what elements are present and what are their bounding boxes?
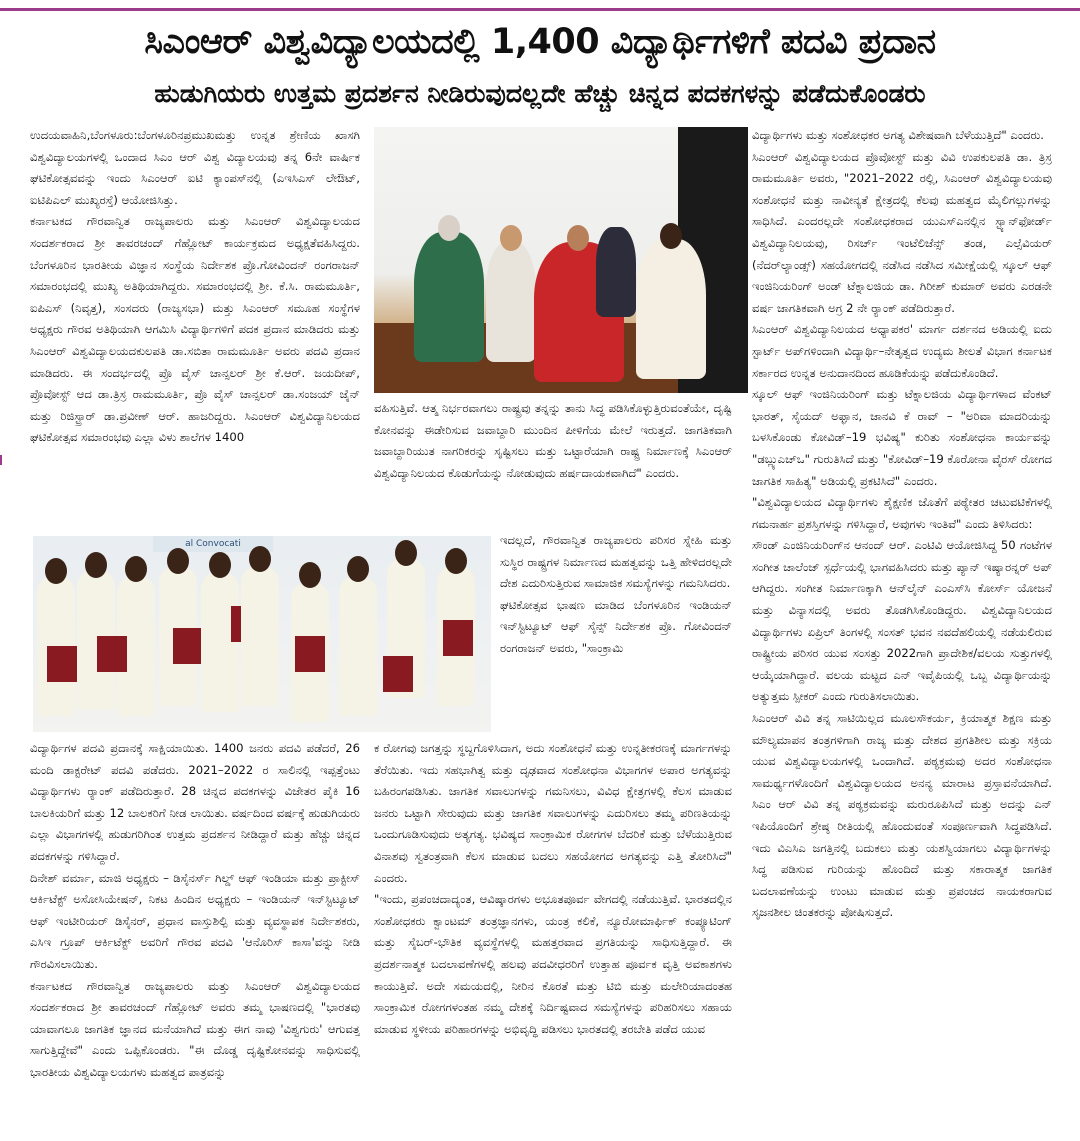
paragraph: ವಿದ್ಯಾರ್ಥಿಗಳ ಪದವಿ ಪ್ರದಾನಕ್ಕೆ ಸಾಕ್ಷಿಯಾಯಿತು. 1400 ಜನರು ಪದವಿ ಪಡೆದರೆ, 26 ಮಂದಿ ಡಾಕ್ಟರೇಟ್ ಪದವಿ ಪಡೆದರು. 2021–2022 ರ ಸಾಲಿನಲ್ಲಿ ಇಪ್ಪತ್ತೆಂಟು ವಿದ್ಯಾರ್ಥಿಗಳು ರ‍್ಯಾಂಕ್ ಪಡೆದಿರುತ್ತಾರೆ. 28 ಚಿನ್ನದ ಪದಕಗಳನ್ನು ವಿಜೇತರ ಪೈಕಿ 16 ಬಾಲಕಿಯರಿಗೆ ಮತ್ತು 12 ಬಾಲಕರಿಗೆ ನೀಡ ಲಾಯಿತು. ವರ್ಷದಿಂದ ವರ್ಷಕ್ಕೆ ಹುಡುಗಿಯರು ಎಲ್ಲಾ ವಿಭಾಗಗಳಲ್ಲಿ ಹುಡುಗರಿಗಿಂತ ಉತ್ತಮ ಪ್ರದರ್ಶನ ನೀಡಿದ್ದಾರೆ ಮತ್ತು ಹೆಚ್ಚು ಚಿನ್ನದ ಪದಕಗಳನ್ನು ಗಳಿಸಿದ್ದಾರೆ. — [30, 741, 360, 863]
dignitary-head — [438, 215, 460, 241]
governor-head — [567, 225, 589, 251]
graduate-head — [445, 548, 467, 574]
headline: ಸಿಎಂಆರ್ ವಿಶ್ವವಿದ್ಯಾಲಯದಲ್ಲಿ 1,400 ವಿದ್ಯಾರ್ಥಿಗಳಿಗೆ ಪದವಿ ಪ್ರದಾನ — [144, 22, 936, 62]
certificate-folder — [295, 636, 325, 672]
paragraph: ಸಿಎಂಆರ್ ವಿಶ್ವವಿದ್ಯಾಲಯದ ಪ್ರೊವೋಸ್ಟ್ ಮತ್ತು ವಿವಿ ಉಪಕುಲಪತಿ ಡಾ. ತ್ರಿಸ್ರ ರಾಮಮೂರ್ತಿ ಅವರು, "2021–2022 ರಲ್ಲಿ, ಸಿಎಂಆರ್ ವಿಶ್ವವಿದ್ಯಾಲಯವು ಸಂಶೋಧನೆ ಮತ್ತು ನಾವೀನ್ಯತೆ ಕ್ಷೇತ್ರದಲ್ಲಿ ಕೆಲವು ಮಹತ್ವದ ಮೈಲಿಗಲ್ಲುಗಳನ್ನು ಸಾಧಿಸಿದೆ. ಎಂದರಲ್ಲದೇ ಸಂಶೋಧಕರಾದ ಯುಎಸ್‌ಎನಲ್ಲಿನ ಸ್ಟ್ಯಾನ್‌ಫೋರ್ಡ್ ವಿಶ್ವವಿದ್ಯಾನಿಲಯವು, ರಿಸರ್ಚ್ ಇಂಟೆಲಿಜೆನ್ಸ್ ತಂಡ, ಎಲ್ಸೆವಿಯರ್ (ನೆದರ್‌ಲ್ಯಾಂಡ್ಸ್) ಸಹಯೋಗದಲ್ಲಿ ನಡೆಸಿದ ನಡೆಸಿದ ಸಮೀಕ್ಷೆಯಲ್ಲಿ ಸ್ಕೂಲ್ ಆಫ್ ಇಂಜಿನಿಯರಿಂಗ್ ಅಂಡ್ ಟೆಕ್ನಾಲಜಿಯ ಡಾ. ಗಿರೀಶ್ ಕುಮಾರ್ ಅವರು ಎರಡನೇ ವರ್ಷ ಜಾಗತಿಕವಾಗಿ ಅಗ್ರ 2 ನೇ ರ‍್ಯಾಂಕ್ ಪಡೆದಿರುತ್ತಾರೆ. — [752, 149, 1052, 315]
column-2-middle — [500, 530, 732, 738]
certificate-folder — [383, 656, 413, 692]
certificate-folder — [443, 620, 473, 656]
graduate-head — [125, 556, 147, 582]
graduate-head — [209, 552, 231, 578]
paragraph: ಕರ್ನಾಟಕದ ಗೌರವಾನ್ವಿತ ರಾಜ್ಯಪಾಲರು ಮತ್ತು ಸಿಎಂಆರ್ ವಿಶ್ವವಿದ್ಯಾಲಯದ ಸಂದರ್ಶಕರಾದ ಶ್ರೀ ತಾವರಚಂದ್ ಗೆಹ್ಲೋಟ್ ಅವರು ತಮ್ಮ ಭಾಷಣದಲ್ಲಿ "ಭಾರತವು ಯಾವಾಗಲೂ ಜಾಗತಿಕ ಜ್ಞಾನದ ಮನೆಯಾಗಿದೆ ಮತ್ತು ಈಗ ನಾವು 'ವಿಶ್ವಗುರು' ಆಗುವತ್ತ ಸಾಗುತ್ತಿದ್ದೇವೆ" ಎಂದು ಒಪ್ಪಿಕೊಂಡರು. "ಈ ದೊಡ್ಡ ದೃಷ್ಟಿಕೋನವನ್ನು ಸಾಧಿಸುವಲ್ಲಿ ಭಾರತೀಯ ವಿಶ್ವವಿದ್ಯಾಲಯಗಳು ಮಹತ್ವದ ಪಾತ್ರವನ್ನು — [30, 978, 360, 1079]
column-2-bottom — [374, 738, 732, 1138]
dignitary-figure — [486, 242, 536, 362]
paragraph: ವಹಿಸುತ್ತಿವೆ. ಆತ್ಮ ನಿರ್ಭರವಾಗಲು ರಾಷ್ಟ್ರವು ತನ್ನನ್ನು ತಾನು ಸಿದ್ಧ ಪಡಿಸಿಕೊಳ್ಳುತ್ತಿರುವಂತೆಯೇ, ದೃಷ್ಟಿ ಕೋನವನ್ನು ಈಡೇರಿಸುವ ಜವಾಬ್ದಾರಿ ಮುಂದಿನ ಪೀಳಿಗೆಯ ಮೇಲೆ ಇರುತ್ತದೆ. ಜಾಗತಿಕವಾಗಿ ಜವಾಬ್ದಾರಿಯುತ ನಾಗರಿಕರನ್ನು ಸೃಷ್ಟಿಸಲು ಮತ್ತು ಒಟ್ಟಾರೆಯಾಗಿ ರಾಷ್ಟ್ರ ನಿರ್ಮಾಣಕ್ಕೆ ಸಿಎಂಆರ್ ವಿಶ್ವವಿದ್ಯಾನಿಲಯದ ಕೊಡುಗೆಯನ್ನು ನೋಡುವುದು ಹರ್ಷದಾಯಕವಾಗಿದೆ" ಎಂದರು. — [374, 401, 732, 480]
graduate-head — [395, 540, 417, 566]
side-marker — [0, 455, 2, 465]
paragraph: ಸೌಂಡ್ ಎಂಜಿನಿಯರಿಂಗ್‌ನ ಆನಂದ್ ಆರ್. ಎಂಟಿವಿ ಆಯೋಜಿಸಿದ್ದ 50 ಗಂಟೆಗಳ ಸಂಗೀತ ಚಾಲೆಂಜ್ ಸ್ಪರ್ಧೆಯಲ್ಲಿ ಭಾಗವಹಿಸಿದರು ಮತ್ತು ಪ್ಯಾನ್ ಇಷ್ಯಾರನ್ನರ್ ಅಪ್ ಆಗಿದ್ದರು. ಸಂಗೀತ ನಿರ್ಮಾಣಕ್ಕಾಗಿ ಆನ್‌ಲೈನ್ ಎಂಎಸ್‌ಸಿ ಕೋರ್ಸ್ ಯೋಜನೆ ಮತ್ತು ವಿನ್ಯಾಸದಲ್ಲಿ ಅವರು ತೊಡಗಿಸಿಕೊಂಡಿದ್ದರು. ವಿಶ್ವವಿದ್ಯಾನಿಲಯದ ವಿದ್ಯಾರ್ಥಿಗಳು ಏಪ್ರಿಲ್ ತಿಂಗಳಲ್ಲಿ ಸಂಸತ್ ಭವನ ನವದೆಹಲಿಯಲ್ಲಿ ನಡೆಯಲಿರುವ ರಾಷ್ಟ್ರೀಯ ಪರಿಸರ ಯುವ ಸಂಸತ್ತು 2022ಗಾಗಿ ಪ್ರಾದೇಶಿಕ/ವಲಯ ಸುತ್ತುಗಳಲ್ಲಿ ಆಯ್ಕೆಯಾಗಿದ್ದಾರೆ. ವಲಯ ಮಟ್ಟದ ಎನ್ ಇವೈಪಿಯಲ್ಲಿ ಒಬ್ಬ ವಿದ್ಯಾರ್ಥಿಯನ್ನು ಅತ್ಯುತ್ತಮ ಸ್ಪೀಕರ್ ಎಂದು ಗುರುತಿಸಲಾಯಿತು. — [752, 538, 1052, 704]
paragraph: ಸಿಎಂಆರ್ ವಿಶ್ವವಿದ್ಯಾನಿಲಯದ ಅಧ್ಯಾಪಕರ' ಮಾರ್ಗ ದರ್ಶನದ ಅಡಿಯಲ್ಲಿ ಐದು ಸ್ಟಾರ್ಟ್ ಅಪ್‌ಗಳಿಂದಾಗಿ ವಿದ್ಯಾರ್ಥಿ–ನೇತೃತ್ವದ ಉದ್ಯಮ ಶೀಲತೆ ವಿಭಾಗ ಕರ್ನಾಟಕ ಸರ್ಕಾರದ ಉನ್ನತ ಅನುದಾನದಿಂದ ಹೂಡಿಕೆಯನ್ನು ಪಡೆದುಕೊಂಡಿದೆ. — [752, 322, 1052, 380]
paragraph: ಸ್ಕೂಲ್ ಆಫ್ ಇಂಜಿನಿಯರಿಂಗ್ ಮತ್ತು ಟೆಕ್ನಾಲಜಿಯ ವಿದ್ಯಾರ್ಥಿಗಳಾದ ವೆಂಕಟ್ ಭಾರತ್, ಸೈಯದ್ ಅಫ್ಘಾನ, ಜಾನವಿ ಕೆ ರಾವ್ – "ಅರಿವಾ ಮಾದರಿಯನ್ನು ಬಳಸಿಕೊಂಡು ಕೋವಿಡ್–19 ಭವಿಷ್ಯ" ಕುರಿತು ಸಂಶೋಧನಾ ಕಾರ್ಯವನ್ನು "ಡಬ್ಲ್ಯುಎಚ್‌ಒ" ಗುರುತಿಸಿದೆ ಮತ್ತು "ಕೋವಿಡ್–19 ಕೊರೋನಾ ವೈರಸ್ ರೋಗದ ಜಾಗತಿಕ ಸಾಹಿತ್ಯ" ಅಡಿಯಲ್ಲಿ ಪ್ರಕಟಿಸಿದೆ" ಎಂದರು. — [752, 387, 1052, 488]
paragraph: ದಿನೇಶ್ ವರ್ಮಾ, ಮಾಜಿ ಅಧ್ಯಕ್ಷರು – ಡಿಸೈನರ್ಸ್ ಗಿಲ್ಡ್ ಆಫ್ ಇಂಡಿಯಾ ಮತ್ತು ಪ್ರಾಕ್ಟೀಸ್ ಆರ್ಕಿಟೆಕ್ಟ್ ಅಸೋಸಿಯೇಷನ್, ನಿಕಟ ಹಿಂದಿನ ಅಧ್ಯಕ್ಷರು – ಇಂಡಿಯನ್ ಇನ್‌ಸ್ಟಿಟ್ಯೂಟ್ ಆಫ್ ಇಂಟೀರಿಯರ್ ಡಿಸೈನರ್, ಪ್ರಧಾನ ವಾಸ್ತುಶಿಲ್ಪಿ ಮತ್ತು ವ್ಯವಸ್ಥಾಪಕ ನಿರ್ದೇಶಕರು, ಎಸಿಇ ಗ್ರೂಪ್ ಆರ್ಕಿಟೆಕ್ಟ್‌ ಅವರಿಗೆ ಗೌರವ ಪದವಿ 'ಆನೊರಿಸ್ ಕಾಸಾ'ವನ್ನು ನೀಡಿ ಗೌರವಿಸಲಾಯಿತು. — [30, 870, 360, 971]
graduate-figure — [241, 566, 279, 706]
graduate-figure — [201, 572, 239, 712]
column-3 — [752, 125, 1052, 1138]
paragraph: ಘಟಿಕೋತ್ಸವ ಭಾಷಣ ಮಾಡಿದ ಬೆಂಗಳೂರಿನ ಇಂಡಿಯನ್ ಇನ್‌ಸ್ಟಿಟ್ಯೂಟ್ ಆಫ್ ಸೈನ್ಸ್ ನಿರ್ದೇಶಕ ಪ್ರೊ. ಗೋವಿಂದನ್ ರಂಗರಾಜನ್ ಅವರು, "ಸಾಂಕ್ರಾಮಿ — [500, 597, 732, 655]
subheadline: ಹುಡುಗಿಯರು ಉತ್ತಮ ಪ್ರದರ್ಶನ ನೀಡಿರುವುದಲ್ಲದೇ ಹೆಚ್ಚು ಚಿನ್ನದ ಪದಕಗಳನ್ನು ಪಡೆದುಕೊಂಡರು — [154, 79, 926, 108]
column-1-bottom — [30, 738, 360, 1138]
paragraph: ಕರ್ನಾಟಕದ ಗೌರವಾನ್ವಿತ ರಾಜ್ಯಪಾಲರು ಮತ್ತು ಸಿಎಂಆರ್ ವಿಶ್ವವಿದ್ಯಾಲಯದ ಸಂದರ್ಶಕರಾದ ಶ್ರೀ ತಾವರಚಂದ್ ಗೆಹ್ಲೋಟ್ ಕಾರ್ಯಕ್ರಮದ ಅಧ್ಯಕ್ಷತೆವಹಿಸಿದ್ದರು. ಬೆಂಗಳೂರಿನ ಭಾರತೀಯ ವಿಜ್ಞಾನ ಸಂಸ್ಥೆಯ ನಿರ್ದೇಶಕ ಪ್ರೊ.ಗೋವಿಂದನ್ ರಂಗರಾಜನ್ ಸಮಾರಂಭದಲ್ಲಿ ಮುಖ್ಯ ಅತಿಥಿಯಾಗಿದ್ದರು. ಸಮಾರಂಭದಲ್ಲಿ ಶ್ರೀ. ಕೆ.ಸಿ. ರಾಮಮೂರ್ತಿ, ಐಪಿಎಸ್ (ನಿವೃತ್ತ), ಸಂಸದರು (ರಾಜ್ಯಸಭಾ) ಮತ್ತು ಸಿಎಂಆರ್ ಸಮೂಹ ಸಂಸ್ಥೆಗಳ ಅಧ್ಯಕ್ಷರು ಗೌರವ ಅತಿಥಿಯಾಗಿ ಆಗಮಿಸಿ ವಿದ್ಯಾರ್ಥಿಗಳಿಗೆ ಪದಕ ಪ್ರದಾನ ಮಾಡಿದರು ಮತ್ತು ಸಿಎಂಆರ್ ವಿಶ್ವವಿದ್ಯಾಲಯದಕುಲಪತಿ ಡಾ.ಸಬಿತಾ ರಾಮಮೂರ್ತಿ ಅವರು ಪದವಿ ಪ್ರದಾನ ಮಾಡಿದರು. ಈ ಸಂದರ್ಭದಲ್ಲಿ ಪ್ರೊ ವೈಸ್ ಚಾನ್ಸಲರ್ ಶ್ರೀ ಕೆ.ಆರ್. ಜಯದೀಪ್, ಪ್ರೊವೋಸ್ಟ್ ಆದ ಡಾ.ತ್ರಿಸ್ರ ರಾಮಮೂರ್ತಿ, ಪ್ರೊ ವೈಸ್ ಚಾನ್ಸಲರ್ ಡಾ.ಸಂಜಯ್ ಜೈನ್ ಮತ್ತು ರಿಜಿಸ್ಟ್ರಾರ್ ಡಾ.ಪ್ರವೀಣ್ ಆರ್. ಹಾಜರಿದ್ದರು. ಸಿಎಂಆರ್ ವಿಶ್ವವಿದ್ಯಾನಿಲಯದ ಘಟಿಕೋತ್ಸವ ಸಮಾರಂಭವು ಎಲ್ಲಾ ವಿಳು ಶಾಲೆಗಳ 1400 — [30, 214, 360, 445]
graduate-head — [347, 556, 369, 582]
paragraph: ಇದಲ್ಲದೆ, ಗೌರವಾನ್ವಿತ ರಾಜ್ಯಪಾಲರು ಪರಿಸರ ಸ್ನೇಹಿ ಮತ್ತು ಸುಸ್ಥಿರ ರಾಷ್ಟ್ರಗಳ ನಿರ್ಮಾಣದ ಮಹತ್ವವನ್ನು ಒತ್ತಿ ಹೇಳಿದರಲ್ಲದೇ ದೇಶ ಎದುರಿಸುತ್ತಿರುವ ಸಾಮಾಜಿಕ ಸಮಸ್ಯೆಗಳನ್ನು ಗಮನಿಸಿದರು. — [500, 533, 732, 591]
graduate-head — [85, 552, 107, 578]
dignitary-head — [660, 223, 682, 249]
certificate-folder — [97, 636, 127, 672]
graduate-head — [299, 562, 321, 588]
paragraph: ಕ ರೋಗವು ಜಗತ್ತನ್ನು ಸ್ಥಬ್ದಗೊಳಿಸಿದಾಗ, ಅದು ಸಂಶೋಧನೆ ಮತ್ತು ಉನ್ನತೀಕರಣಕ್ಕೆ ಮಾರ್ಗಗಳನ್ನು ತೆರೆಯಿತು. ಇದು ಸಹಭಾಗಿತ್ವ ಮತ್ತು ದೃಢವಾದ ಸಂಶೋಧನಾ ವಿಭಾಗಗಳ ಅಪಾರ ಅಗತ್ಯವನ್ನು ಬಹಿರಂಗಪಡಿಸಿತು. ಜಾಗತಿಕ ಸವಾಲುಗಳನ್ನು ಗಮನಿಸಲು, ವಿವಿಧ ಕ್ಷೇತ್ರಗಳಲ್ಲಿ ಕೆಲಸ ಮಾಡುವ ಜನರು ಒಟ್ಟಾಗಿ ಸೇರುವುದು ಮತ್ತು ಜಾಗತಿಕ ಸವಾಲುಗಳನ್ನು ಎದುರಿಸಲು ತಮ್ಮ ಪರಿಣತಿಯನ್ನು ಒಂದುಗೂಡಿಸುವುದು ಅತ್ಯಗತ್ಯ. ಭವಿಷ್ಯದ ಸಾಂಕ್ರಾಮಿಕ ರೋಗಗಳ ಬೆದರಿಕೆ ಮತ್ತು ಬೆಳೆಯುತ್ತಿರುವ ವಿನಾಶವು ಸ್ವತಂತ್ರವಾಗಿ ಕೆಲಸ ಮಾಡುವ ಬದಲು ಸಹಯೋಗದ ಅಗತ್ಯವನ್ನು ಎತ್ತಿ ತೋರಿಸಿದೆ" ಎಂದರು. — [374, 741, 732, 885]
paragraph: ಉದಯವಾಹಿನಿ,ಬೆಂಗಳೂರು:ಬೆಂಗಳೂರಿನಪ್ರಮುಖಮತ್ತು ಉನ್ನತ ಶ್ರೇಣಿಯ ಖಾಸಗಿ ವಿಶ್ವವಿದ್ಯಾಲಯಗಳಲ್ಲಿ ಒಂದಾದ ಸಿಎಂ ಆರ್ ವಿಶ್ವ ವಿದ್ಯಾಲಯವು ತನ್ನ 6ನೇ ವಾರ್ಷಿಕ ಘಟಿಕೋತ್ಸವವನ್ನು ಇಂದು ಸಿಎಂಆರ್ ಐಟಿ ಕ್ಯಾಂಪಸ್‌ನಲ್ಲಿ (ಎಇಸಿಎಸ್ ಲೇಔಟ್, ಐಟಿಪಿಎಲ್ ಮುಖ್ಯರಸ್ತೆ) ಆಯೋಜಿಸಿತ್ತು. — [30, 128, 360, 207]
graduate-head — [167, 548, 189, 574]
column-1-top — [30, 125, 360, 527]
graduate-figure — [339, 576, 377, 716]
photo-gold-medal-graduates — [33, 536, 491, 732]
dignitary-figure — [414, 232, 484, 362]
certificate-folder — [47, 646, 77, 682]
certificate-folder — [173, 628, 203, 664]
column-2-top — [374, 398, 732, 530]
dignitary-head — [500, 225, 522, 251]
banner-convocation: al Convocati — [153, 536, 273, 552]
graduate-head — [249, 546, 271, 572]
dignitary-figure — [636, 239, 706, 379]
paragraph: "ವಿಶ್ವವಿದ್ಯಾಲಯದ ವಿದ್ಯಾರ್ಥಿಗಳು ಶೈಕ್ಷಣಿಕ ಜೊತೆಗೆ ಪಠ್ಯೇತರ ಚಟುವಟಿಕೆಗಳಲ್ಲಿ ಗಮನಾರ್ಹ ಪ್ರಶಸ್ತಿಗಳನ್ನು ಗಳಿಸಿದ್ದಾರೆ, ಅವುಗಳು ಇಂತಿವೆ" ಎಂದು ತಿಳಿಸಿದರು: — [752, 495, 1052, 531]
dignitary-figure — [596, 227, 636, 317]
paragraph: ವಿದ್ಯಾರ್ಥಿಗಳು ಮತ್ತು ಸಂಶೋಧಕರ ಅಗತ್ಯ ವಿಶೇಷವಾಗಿ ಬೆಳೆಯುತ್ತಿದೆ" ಎಂದರು. — [752, 128, 1044, 142]
graduate-head — [45, 558, 67, 584]
paragraph: "ಇಂದು, ಪ್ರಪಂಚದಾದ್ಯಂತ, ಆವಿಷ್ಕಾರಗಳು ಅಭೂತಪೂರ್ವ ವೇಗದಲ್ಲಿ ನಡೆಯುತ್ತಿವೆ. ಭಾರತದಲ್ಲಿನ ಸಂಶೋಧಕರು ಕ್ವಾಂಟಮ್ ತಂತ್ರಜ್ಞಾನಗಳು, ಯಂತ್ರ ಕಲಿಕೆ, ನ್ಯೂರೋಮಾರ್ಫಿಕ್ ಕಂಪ್ಯೂಟಿಂಗ್ ಮತ್ತು ಸೈಬರ್-ಭೌತಿಕ ವ್ಯವಸ್ಥೆಗಳಲ್ಲಿ ಮಹತ್ತರವಾದ ಪ್ರಗತಿಯನ್ನು ಸಾಧಿಸುತ್ತಿದ್ದಾರೆ. ಈ ಪ್ರದರ್ಶನಾತ್ಮಕ ಬದಲಾವಣೆಗಳಲ್ಲಿ ಹಲವು ಪದವೀಧರರಿಗೆ ಉತ್ತಾಹ ಪೂರ್ವಕ ವೃತ್ತಿ ಅವಕಾಶಗಳು ಕಾಯುತ್ತಿವೆ. ಅದೇ ಸಮಯದಲ್ಲಿ, ನೀರಿನ ಕೊರತೆ ಮತ್ತು ಟಿಬಿ ಮತ್ತು ಮಲೇರಿಯಾದಂತಹ ಸಾಂಕ್ರಾಮಿಕ ರೋಗಗಳಂತಹ ನಮ್ಮ ದೇಶಕ್ಕೆ ನಿರ್ದಿಷ್ಟವಾದ ಸಮಸ್ಯೆಗಳನ್ನು ಪರಿಹರಿಸಲು ಸಹಾಯ ಮಾಡುವ ಸ್ಥಳೀಯ ಪರಿಹಾರಗಳನ್ನು ಅಭಿವೃದ್ಧಿ ಪಡಿಸಲು ಭಾರತದಲ್ಲಿ ತರಬೇತಿ ಪಡೆದ ಯುವ — [374, 892, 732, 1036]
top-rule — [0, 8, 1080, 11]
paragraph: ಸಿಎಂಆರ್ ವಿವಿ ತನ್ನ ಸಾಟಿಯಿಲ್ಲದ ಮೂಲಸೌಕರ್ಯ, ಕ್ರಿಯಾತ್ಮಕ ಶಿಕ್ಷಣ ಮತ್ತು ಮೌಲ್ಯಮಾಪನ ತಂತ್ರಗಳಿಗಾಗಿ ರಾಜ್ಯ ಮತ್ತು ದೇಶದ ಪ್ರಗತಿಶೀಲ ಮತ್ತು ಸಕ್ರಿಯ ಯುವ ವಿಶ್ವವಿದ್ಯಾಲಯಗಳಲ್ಲಿ ಒಂದಾಗಿದೆ. ಪಠ್ಯಕ್ರಮವು ಅದರ ಸಂಶೋಧನಾ ಸಾಮರ್ಥ್ಯಗಳೊಂದಿಗೆ ವಿಶ್ವವಿದ್ಯಾಲಯದ ಅನನ್ಯ ಮಾರಾಟ ಪ್ರಸ್ತಾವನೆಯಾಗಿದೆ. ಸಿಎಂ ಆರ್ ವಿವಿ ತನ್ನ ಪಠ್ಯಕ್ರಮವನ್ನು ಮರುರೂಪಿಸಿದೆ ಮತ್ತು ಅದನ್ನು ಎನ್ ಇಪಿಯೊಂದಿಗೆ ಶ್ರೇಷ್ಠ ರೀತಿಯಲ್ಲಿ ಹೊಂದುವಂತೆ ಸಂಪೂರ್ಣವಾಗಿ ಸಿದ್ಧಪಡಿಸಿದೆ. ಇದು ವಿಎಸಿಎ ಜಗತ್ತಿನಲ್ಲಿ ಬದುಕಲು ಮತ್ತು ಯಶಸ್ವಿಯಾಗಲು ವಿದ್ಯಾರ್ಥಿಗಳನ್ನು ಸಿದ್ಧ ಪಡಿಸುವ ಗುರಿಯನ್ನು ಹೊಂದಿದೆ ಮತ್ತು ಸಕಾರಾತ್ಮಕ ಜಾಗತಿಕ ಬದಲಾವಣೆಯನ್ನು ಉಂಟು ಮಾಡುವ ಮತ್ತು ಪ್ರಪಂಚದ ನಾಯಕರಾಗುವ ಸೃಜನಶೀಲ ಚಿಂತಕರನ್ನು ಪೋಷಿಸುತ್ತದೆ. — [752, 711, 1052, 920]
photo-dignitaries-on-stage — [374, 127, 748, 393]
